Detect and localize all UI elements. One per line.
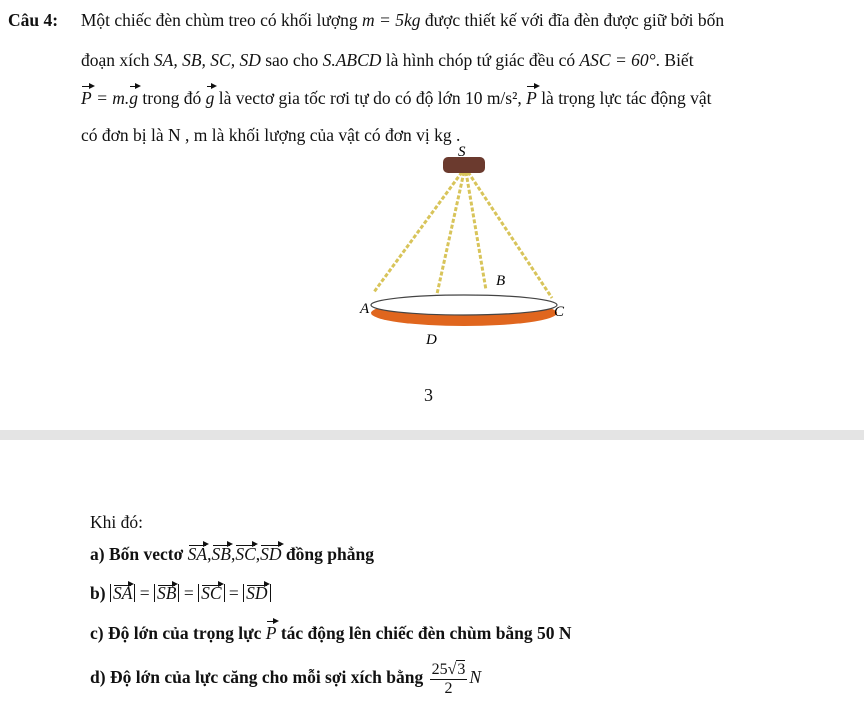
page-divider — [0, 430, 864, 440]
chains — [374, 172, 552, 312]
label-d: D — [426, 332, 437, 348]
option-d — [90, 660, 481, 698]
label-a: A — [360, 301, 370, 317]
fraction-radicand: 3 — [457, 661, 466, 678]
option-text: đồng phẳng — [285, 544, 374, 564]
vector-sa: SA — [112, 583, 133, 603]
chain-names: SA, SB, SC, SD — [153, 50, 261, 70]
fraction-denominator: 2 — [444, 680, 453, 697]
chain-sd — [433, 172, 464, 312]
section-intro: Khi đó: — [90, 512, 143, 532]
question-text: trong đó — [142, 88, 202, 108]
question-text: đoạn xích — [81, 50, 150, 70]
pyramid-name: S.ABCD — [322, 50, 382, 70]
question-text: Một chiếc đèn chùm treo có khối lượng — [80, 10, 358, 30]
vector-g: g — [205, 88, 215, 108]
vector-g: g — [129, 88, 139, 108]
vector-p: P — [265, 623, 277, 643]
mass-expression: m = 5kg — [362, 10, 421, 30]
question-text: là hình chóp tứ giác đều có — [385, 50, 576, 70]
question-line-2 — [81, 50, 694, 71]
question-text: có đơn bị là N , m là khối lượng của vật có đơn vị kg . — [81, 125, 461, 145]
vector-sb: SB — [157, 583, 177, 603]
vector-p: P — [526, 88, 537, 108]
option-text: tác động lên chiếc đèn chùm bằng 50 N — [280, 623, 572, 643]
chandelier-figure — [340, 140, 600, 355]
option-text: Bốn vectơ — [108, 544, 184, 564]
label-s: S — [458, 144, 466, 160]
vector-sc: SC — [235, 544, 256, 564]
option-label: b) — [90, 583, 106, 603]
vector-sc: SC — [201, 583, 222, 603]
tension-fraction: $\frac{25√3}{2}$ — [431, 661, 466, 697]
vector-sb: SB — [211, 544, 231, 564]
question-line-1 — [8, 10, 724, 31]
question-text: sao cho — [265, 50, 319, 70]
chain-sb — [466, 172, 486, 290]
label-c: C — [554, 304, 565, 320]
question-line-3 — [81, 88, 712, 109]
option-a: a) Bốn vectơ SA,SB,SC,SD đồng phẳng — [90, 544, 374, 564]
question-text: . Biết — [655, 50, 694, 70]
question-text: là vectơ gia tốc rơi tự do có độ lớn 10 m/s², — [218, 88, 522, 108]
formula: = m. — [96, 88, 130, 108]
vector-p: P — [81, 88, 92, 108]
angle-expression: ASC = 60° — [579, 50, 656, 70]
chain-sa — [374, 172, 462, 292]
option-text: Độ lớn của lực căng cho mỗi sợi xích bằng — [109, 667, 424, 688]
question-text: được thiết kế với đĩa đèn được giữ bởi bốn — [424, 10, 725, 30]
option-label: a) — [90, 544, 105, 564]
option-label: c) — [90, 623, 104, 643]
option-label: d) — [90, 667, 106, 688]
option-text: Độ lớn của trọng lực — [107, 623, 262, 643]
vector-sa: SA — [187, 544, 208, 564]
vector-sd: SD — [246, 583, 268, 603]
vector-sd: SD — [260, 544, 282, 564]
lamp-plate-top — [371, 295, 557, 315]
question-label: Câu 4: — [8, 10, 59, 30]
question-text: là trọng lực tác động vật — [541, 88, 712, 108]
fraction-coefficient: 25 — [431, 661, 448, 678]
page-number: 3 — [424, 385, 433, 405]
unit: N — [469, 667, 482, 688]
label-b: B — [496, 273, 506, 289]
chain-sc — [468, 172, 552, 298]
option-b: b) SA = SB = SC = SD — [90, 583, 271, 604]
option-c — [90, 623, 572, 644]
